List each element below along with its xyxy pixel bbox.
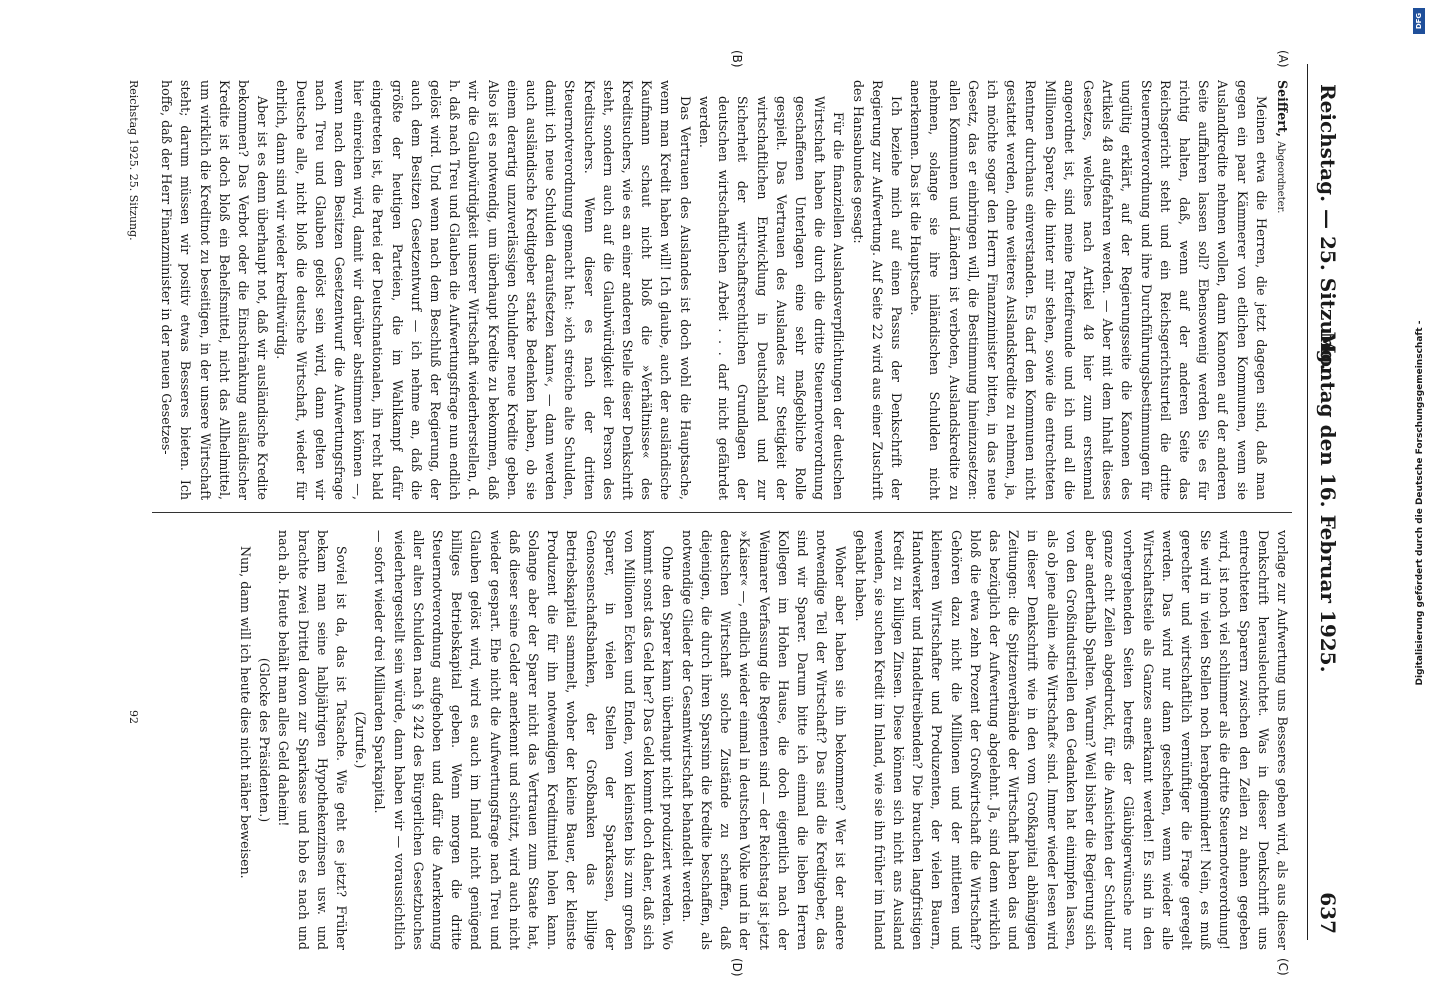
dfg-logo [1413, 8, 1425, 34]
digitization-notice [1410, 8, 1430, 998]
dfg-logo-text: DFG [1415, 12, 1423, 30]
speaker-name: Seiffert, [1275, 80, 1290, 138]
page-footer: Reichstag 1925. 25. Sitzung. [127, 80, 140, 241]
right-column [132, 530, 1292, 950]
presidents-bell: (Glocke des Präsidenten.) [257, 657, 273, 823]
page-header [1307, 64, 1348, 940]
header-date: Montag den 16. Februar 1925. [1316, 331, 1340, 673]
quotation: Für die finanziellen Auslandsverpflichtungen der deutschen Wirtschaft haben die durch die dritte Steuernotverordnung geschaffenen Unterlagen eine sehr maßgebliche Rolle gespielt. Das Vertrauen des Auslandes zur Stetigkeit der wirtschaftlichen Entwicklung in Deutschland und zur Sicherheit der wirtschaftsrechtlichen Grundlagen der deutschen wirtschaftlichen Arbeit . . . darf nicht gefährdet werden. [696, 96, 847, 500]
paragraph: Woher aber haben sie ihn bekommen? Wer ist der andere notwendige Teil der Wirtschaft? Das sind die Kreditgeber, das sind wir Sparer. Darum bitte ich einmal die lieben Herren Kollegen im Hohen Hause, die doch eigentlich nach der Weimarer Verfassung die Regenten sind — der Reichstag ist jetzt »Kaiser« —, endlich wieder einmal in deutschen Volke und in der deutschen Wirtschaft solche Zustände zu schaffen, daß diejenigen, die durch ihren Sparsinn die Kredite beschaffen, als notwendige Glieder der Gesamtwirtschaft behandelt werden. [679, 530, 849, 950]
page-number: 637 [1316, 892, 1340, 934]
speaker-line [1271, 80, 1292, 500]
digitization-text: Digitalisierung gefördert durch die Deutsche Forschungsgemeinschaft - [1415, 320, 1425, 686]
paragraph: Meinen etwa die Herren, die jetzt dagegen sind, daß man gegen ein paar Kämmerer von etlichen Kommunen, wenn sie Auslandkredite nehmen wollen, dann Kanonen auf der anderen Seite auffahren lassen soll? Ebensowenig werden Sie es für richtig halten, daß, wenn auf der anderen Seite das Reichsgericht steht und ein Reichsgerichtsurteil die dritte Steuernotverordnung und ihre Durchführungsbestimmungen für ungültig erklärt, auf der Regierungsseite die Kanonen des Artikels 48 aufgefahren werden. — Aber mit dem Inhalt dieses Gesetzes, welches nach Artikel 48 hier zum erstenmal angeordnet ist, sind meine Parteifreunde und ich und all die Millionen Sparer, die hinter mir stehen, sowie die entrechteten Rentner durchaus einverstanden. Es darf den Kommunen nicht gestattet werden, ohne weiteres Auslandskredite zu nehmen, ja, ich möchte sogar den Herrn Finanzminister bitten, in das neue Gesetz, das er einbringen will, die Bestimmung hineinzusetzen: allen Kommunen und Ländern ist verboten, Auslandskredite zu nehmen, solange sie ihre inländischen Schulden nicht anerkennen. Das ist die Hauptsache. [908, 80, 1269, 500]
margin-marker-a: (A) [1276, 50, 1290, 68]
paragraph: vorlage zur Aufwertung uns Besseres geben wird, als aus dieser Denkschrift herausleuchtet. Was in dieser Denkschrift uns entrechteten Sparern zwischen den Zeilen zu ahnen gegeben wird, ist noch viel schlimmer als die dritte Steuernotverordnung! Sie wird in vielen Stellen noch herabgemindert! Nein, es muß gerechter und wirtschaftlich vernünftiger die Frage geregelt werden. Das wird nur dann geschehen, wenn wieder alle Wirtschaftsteile als Ganzes anerkannt werden! Es sind in den vorhergehenden Seiten betreffs der Gläubigerwünsche nur ganze acht Zeilen abgedruckt, für die Ansichten der Schuldner aber anderthalb Spalten. Warum? Weil bisher die Regierung sich von den Großindustriellen den Gedanken hat einimpfen lassen, als ob jene allein »die Wirtschaft« sind. Immer wieder lesen wird in dieser Denkschrift wie in den vom Großkapital abhängigen Zeitungen: die Spitzenverbände der Wirtschaft haben das und das bezüglich der Aufwertung abgelehnt. Ja, sind denn wirklich bloß die etwa zehn Prozent der Großwirtschaft die Wirtschaft? Gehören dazu nicht die Millionen und der mittleren und kleineren Wirtschafter und Produzenten, der vielen Bauern, Handwerker und Handeltreibenden? Die brauchen langfristigen Kredit zu billigen Zinsen. Diese können sich nicht ans Ausland wenden, sie suchen Kredit im Inland, wie sie ihn früher im Inland gehabt haben. [852, 530, 1290, 950]
signature-mark: 92 [127, 710, 140, 724]
column-divider [152, 512, 1292, 513]
paragraph: Das Vertrauen des Auslandes ist doch wohl die Hauptsache, wenn man Kredit haben will! Ich glaube, auch der ausländische Kaufmann schaut nicht bloß die »Verhältnisse« des Kreditsuchers, wie es an einer anderen Stelle dieser Denkschrift steht, sondern auch auf die Glaubwürdigkeit der Person des Kreditsuchers. Wenn dieser es nach der dritten Steuernotverordnung gemacht hat: »ich streiche alte Schulden, damit ich neue Schulden daraufsetzen kann«, — dann werden auch ausländische Kreditgeber starke Bedenken haben, ob sie einem derartig unzuverlässigen Schuldner neue Kredite geben. Also ist es notwendig, um überhaupt Kredite zu bekommen, daß wir die Glaubwürdigkeit unserer Wirtschaft wiederherstellen, d. h. daß nach Treu und Glauben die Aufwertungsfrage nun endlich gelöst wird. Und wenn nach dem Beschluß der Regierung, der auch dem Besitzen Gesetzentwurf — ich nehme an, daß die größte der heutigen Parteien, die im Wahlkampf dafür eingetreten ist, die Partei der Deutschnationalen, ihn recht bald hier einreichen wird, damit wir darüber abstimmen können —, wenn nach dem Besitzen Gesetzentwurf die Aufwertungsfrage nach Treu und Glauben gelöst sein wird, dann gelten wir Deutsche alle, nicht bloß die deutsche Wirtschaft, wieder für ehrlich, dann sind wir wieder kreditwürdig. [274, 80, 693, 500]
paragraph: Ich beziehe mich auf einen Passus der Denkschrift der Regierung zur Aufwertung. Auf Seite 22 wird aus einer Zuschrift des Hansabundes gesagt: [850, 80, 904, 500]
paragraph: Aber ist es denn überhaupt not, daß wir ausländische Kredite bekommen? Das Verbot oder die Einschränkung ausländischer Kredite ist doch bloß ein Behelfsmittel, nicht das Allheilmittel, um wirklich die Kreditnot zu beseitigen, in der unsere Wirtschaft steht; darum müssen wir positiv etwas Besseres bieten. Ich hoffe, daß der Herr Finanzminister in der neuen Gesetzes- [159, 80, 271, 500]
paragraph: Soviel ist da, das ist Tatsache. Wie geht es jetzt? Früher bekam man seine halbjährigen Hypothekenzinsen usw. und brachte zwei Drittel davon zur Sparkasse und hob es nach und nach ab. Heute behält man alles Geld daheim! [276, 530, 350, 950]
header-session: Reichstag. — 25. Sitzung. [1316, 84, 1340, 371]
margin-marker-b: (B) [730, 50, 744, 68]
margin-marker-c: (C) [1276, 958, 1290, 976]
left-column [132, 80, 1292, 500]
paragraph: Ohne den Sparer kann überhaupt nicht produziert werden. Wo kommt sonst das Geld her? Das Geld kommt doch daher, daß sich von Millionen Ecken und Enden, vom kleinsten bis zum großen Sparer, in vielen Stellen der Sparkassen, der Genossenschaftsbanken, der Großbanken das billige Betriebskapital sammelt, woher der kleine Bauer, der kleinste Produzent die für ihn notwendigen Kreditmittel holen kann. Solange aber der Sparer nicht das Vertrauen zum Staate hat, daß dieser seine Gelder anerkennt und schützt, wird auch nicht wieder gespart. Ehe nicht die Aufwertungsfrage nach Treu und Glauben gelöst wird, wird es auch im Inland nicht genügend billiges Betriebskapital geben. Wenn morgen die dritte Steuernotverordnung aufgehoben und dafür die Anerkennung aller alten Schulden nach § 242 des Bürgerlichen Gesetzbuches wiederhergestellt sein würde, dann haben wir — voraussichtlich — sofort wieder drei Milliarden Sparkapital. [372, 530, 676, 950]
document-page [72, 30, 1362, 977]
paragraph: Nun, dann will ich heute dies nicht näher beweisen. [238, 546, 254, 879]
margin-marker-d: (D) [730, 958, 744, 977]
speaker-role: Abgeordneter. [1275, 141, 1286, 214]
interjection: (Zurufe.) [353, 711, 369, 769]
